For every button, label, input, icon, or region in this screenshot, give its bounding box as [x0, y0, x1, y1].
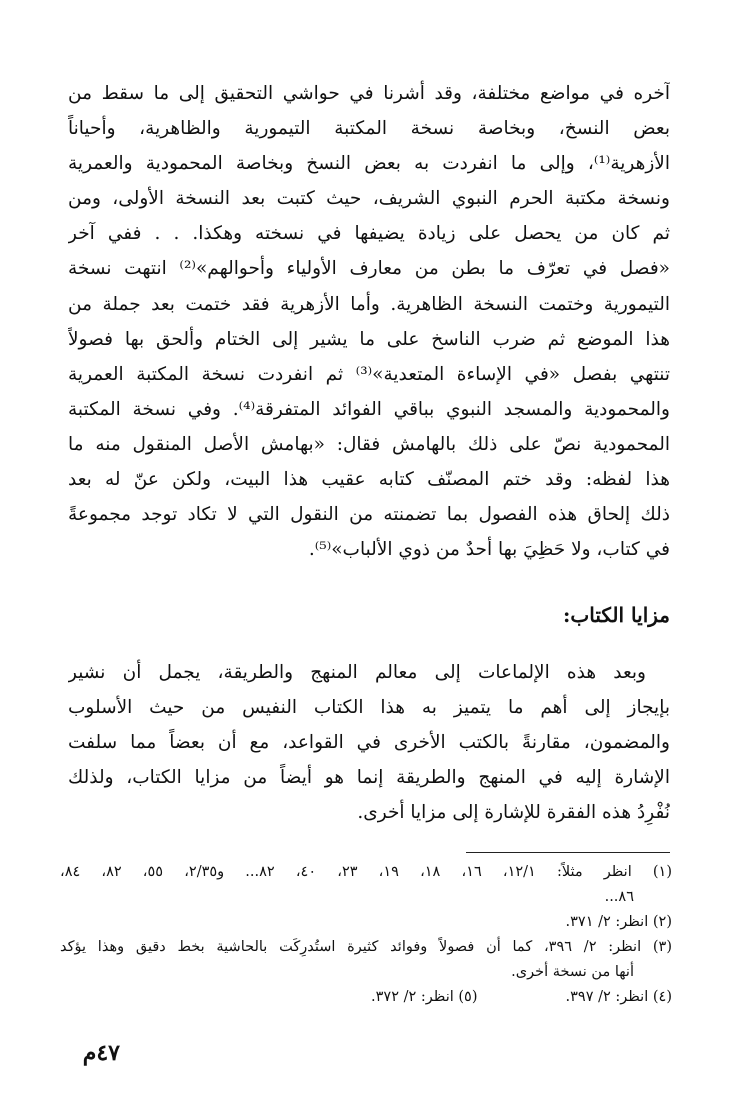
footnotes: [60, 860, 672, 1010]
paragraph-line: المحمودية نصّ على ذلك بالهامش فقال: «بهامش الأصل المنقول منه ما: [68, 433, 670, 455]
paragraph-line: نُفْرِدُ هذه الفقرة للإشارة إلى مزايا أخرى.: [357, 802, 670, 824]
paragraph-line: هذا لفظه: وقد ختم المصنّف كتابه عقيب هذا البيت، ولكن عنّ له بعد: [68, 469, 670, 491]
paragraph-line: الأزهرية⁽¹⁾، وإلى ما انفردت به بعض النسخ وبخاصة المحمودية والعمرية: [68, 153, 670, 175]
paragraph-line: والمضمون، مقارنةً بالكتب الأخرى في القواعد، مع أن بعضاً مما سلفت: [68, 732, 670, 754]
paragraph-line: بإيجاز إلى أهم ما يتميز به هذا الكتاب النفيس من حيث الأسلوب: [68, 697, 670, 719]
paragraph-line: التيمورية وختمت النسخة الظاهرية. وأما الأزهرية فقد ختمت بعد جملة من: [68, 293, 670, 315]
paragraph-line: ثم كان من يحصل على زيادة يضيفها في نسخته وهكذا. . . ففي آخر: [68, 223, 670, 245]
page-number: ٤٧م: [82, 1040, 120, 1066]
paragraph-line: الإشارة إليه في المنهج والطريقة إنما هو أيضاً من مزايا الكتاب، ولذلك: [68, 767, 670, 789]
footnote-3: (٣) انظر: ٢/ ٣٩٦، كما أن فصولاً وفوائد كثيرة استُدرِكَت بالحاشية بخط دقيق وهذا يؤكد: [60, 939, 672, 955]
paragraph-line: بعض النسخ، وبخاصة نسخة المكتبة التيمورية والظاهرية، وأحياناً: [68, 118, 670, 140]
paragraph-line: تنتهي بفصل «في الإساءة المتعدية»⁽³⁾ ثم انفردت نسخة المكتبة العمرية: [68, 363, 670, 385]
paragraph-line: ونسخة مكتبة الحرم النبوي الشريف، حيث كتبت بعد النسخة الأولى، ومن: [68, 188, 670, 210]
paragraph-line: آخره في مواضع مختلفة، وقد أشرنا في حواشي التحقيق إلى ما سقط من: [68, 83, 670, 104]
footnote-row: [60, 985, 672, 1010]
footnote-1: (١) انظر مثلاً: ١٢/١، ١٦، ١٨، ١٩، ٢٣، ٤٠، ٨٢... و٢/٣٥، ٥٥، ٨٢، ٨٤،: [60, 864, 672, 880]
footnote-4: (٤) انظر: ٢/ ٣٩٧.: [565, 989, 672, 1005]
paragraph-line: في كتاب، ولا حَظِيَ بها أحدٌ من ذوي الألباب»⁽⁵⁾.: [308, 539, 670, 561]
paragraph-line: «فصل في تعرّف ما بطن من معارف الأولياء وأحوالهم»⁽²⁾ انتهت نسخة: [68, 258, 670, 280]
footnote-1-continuation: ٨٦...: [604, 889, 634, 905]
paragraph-line: هذا الموضع ثم ضرب الناسخ على ما يشير إلى الختام وألحق بها فصولاً: [68, 328, 670, 350]
footnote-separator: [466, 852, 670, 853]
paragraph-line: ذلك إلحاق هذه الفصول بما تضمنته من النقول التي لا تكاد توجد مجموعةً: [68, 504, 670, 526]
footnote-5: (٥) انظر: ٢/ ٣٧٢.: [371, 989, 478, 1005]
paragraph-line: وبعد هذه الإلماعات إلى معالم المنهج والطريقة، يجمل أن نشير: [68, 662, 646, 683]
section-paragraph: [68, 655, 670, 830]
footnote-3-continuation: أنها من نسخة أخرى.: [511, 964, 634, 980]
footnote-2: (٢) انظر: ٢/ ٣٧١.: [565, 914, 672, 930]
main-paragraph: [68, 76, 670, 567]
paragraph-line: والمحمودية والمسجد النبوي بباقي الفوائد المتفرقة⁽⁴⁾. وفي نسخة المكتبة: [68, 398, 670, 420]
section-heading: مزايا الكتاب:: [563, 603, 670, 627]
